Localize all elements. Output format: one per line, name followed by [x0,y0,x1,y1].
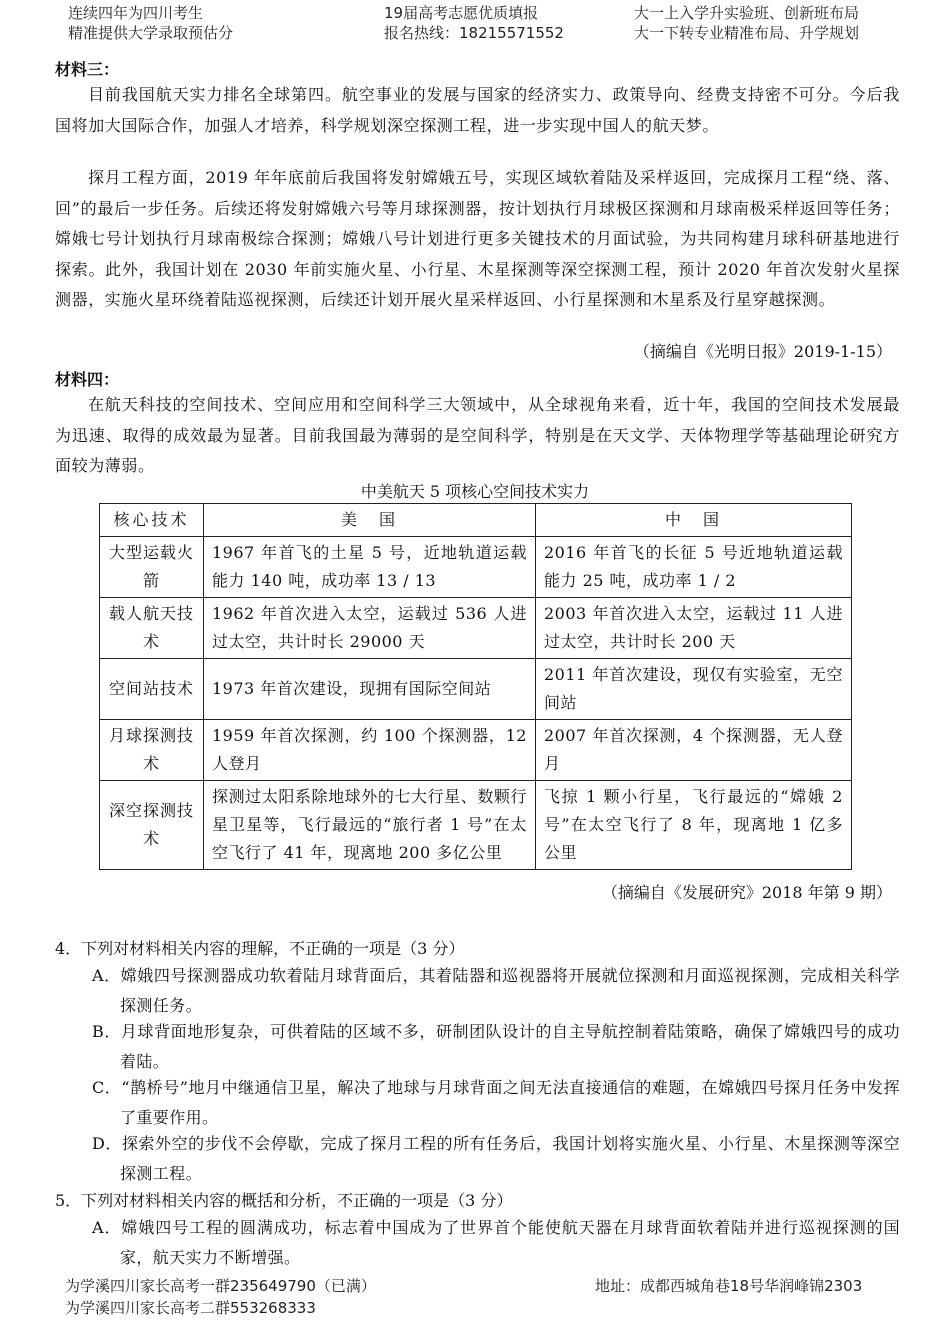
footer-left-line1: 为学溪四川家长高考一群235649790（已满） [65,1277,376,1295]
header-right-line1: 大一上入学升实验班、创新班布局 [634,4,860,22]
header-center-line1: 19届高考志愿优质填报 [384,4,539,22]
question-4-option-b: B．月球背面地形复杂，可供着陆的区域不多，研制团队设计的自主导航控制着陆策略，确保了嫦娥四号的成功着陆。 [92,1022,900,1071]
table-cell-cn: 飞掠 1 颗小行星，飞行最远的“嫦娥 2 号”在太空飞行了 8 年，现离地 1 亿多公里 [536,781,852,870]
header-left-line1: 连续四年为四川考生 [68,4,204,22]
header-left-line2: 精准提供大学录取预估分 [68,24,234,42]
material3-para1: 目前我国航天实力排名全球第四。航空事业的发展与国家的经济实力、政策导向、经费支持密不可分。今后我国将加大国际合作，加强人才培养，科学规划深空探测工程，进一步实现中国人的航天梦。 [55,85,900,135]
table-caption: 中美航天 5 项核心空间技术实力 [360,482,590,501]
question-4-stem: 4．下列对材料相关内容的理解，不正确的一项是（3 分） [55,939,465,958]
table-cell-tech: 月球探测技术 [100,720,204,781]
footer-left-line2: 为学溪四川家长高考二群553268333 [65,1299,316,1317]
table-cell-tech: 载人航天技术 [100,598,204,659]
table-row [100,537,852,598]
question-5-stem: 5．下列对材料相关内容的概括和分析，不正确的一项是（3 分） [55,1191,513,1210]
table-header-us: 美 国 [204,504,536,537]
material4-heading: 材料四： [55,370,120,389]
table-cell-cn: 2003 年首次进入太空，运载过 11 人进过太空，共计时长 200 天 [536,598,852,659]
footer-right-line1: 地址：成都西城角巷18号华润峰锦2303 [595,1277,863,1295]
header-right-line2: 大一下转专业精准布局、升学规划 [634,24,860,42]
table-row [100,720,852,781]
question-4-option-a: A．嫦娥四号探测器成功软着陆月球背面后，其着陆器和巡视器将开展就位探测和月面巡视探测，完成相关科学探测任务。 [92,966,900,1015]
table-cell-us: 1973 年首次建设，现拥有国际空间站 [204,659,536,720]
material3-source: （摘编自《光明日报》2019-1-15） [633,342,892,361]
table-header-cn: 中 国 [536,504,852,537]
material4-source: （摘编自《发展研究》2018 年第 9 期） [601,883,892,902]
table-row [100,598,852,659]
header-center-line2: 报名热线：18215571552 [384,24,564,42]
table-cell-us: 1967 年首飞的土星 5 号，近地轨道运载能力 140 吨，成功率 13 / 13 [204,537,536,598]
question-4-option-c: C．“鹊桥号”地月中继通信卫星，解决了地球与月球背面之间无法直接通信的难题，在嫦娥四号探月任务中发挥了重要作用。 [92,1078,900,1127]
header-right [634,3,859,43]
material4-para1: 在航天科技的空间技术、空间应用和空间科学三大领域中，从全球视角来看，近十年，我国的空间技术发展最为迅速、取得的成效最为显著。目前我国最为薄弱的是空间科学，特别是在天文学、天体物理学等基础理论研究方面较为薄弱。 [55,395,900,475]
question-4-option-d: D．探索外空的步伐不会停歇，完成了探月工程的所有任务后，我国计划将实施火星、小行星、木星探测等深空探测工程。 [92,1134,900,1183]
header-center [384,3,564,43]
header-left [68,3,233,43]
material3-heading: 材料三： [55,60,120,79]
table-cell-tech: 大型运载火箭 [100,537,204,598]
material3-para2: 探月工程方面，2019 年年底前后我国将发射嫦娥五号，实现区域软着陆及采样返回，完成探月工程“绕、落、回”的最后一步任务。后续还将发射嫦娥六号等月球探测器，按计划执行月球极区探测和月球南极采样返回等任务；嫦娥七号计划执行月球南极综合探测；嫦娥八号计划进行更多关键技术的月面试验，为共同构建月球科研基地进行探索。此外，我国计划在 2030 年前实施火星、小行星、木星探测等深空探测工程，预计 2020 年首次发射火星探测器，实施火星环绕着陆巡视探测，后续还计划开展火星采样返回、小行星探测和木星系及行星穿越探测。 [55,168,900,309]
table-cell-cn: 2011 年首次建设，现仅有实验室，无空间站 [536,659,852,720]
table-row [100,659,852,720]
table-cell-tech: 空间站技术 [100,659,204,720]
table-cell-us: 1962 年首次进入太空，运载过 536 人进过太空，共计时长 29000 天 [204,598,536,659]
table-cell-tech: 深空探测技术 [100,781,204,870]
table-cell-cn: 2007 年首次探测，4 个探测器，无人登月 [536,720,852,781]
table-cell-us: 1959 年首次探测，约 100 个探测器，12 人登月 [204,720,536,781]
table-header-tech: 核心技术 [100,504,204,537]
table-row [100,781,852,870]
table-cell-us: 探测过太阳系除地球外的七大行星、数颗行星卫星等，飞行最远的“旅行者 1 号”在太空飞行了 41 年，现离地 200 多亿公里 [204,781,536,870]
tech-comparison-table [99,503,852,870]
table-header-row [100,504,852,537]
question-5-option-a: A．嫦娥四号工程的圆满成功，标志着中国成为了世界首个能使航天器在月球背面软着陆并进行巡视探测的国家，航天实力不断增强。 [92,1218,900,1267]
table-cell-cn: 2016 年首飞的长征 5 号近地轨道运载能力 25 吨，成功率 1 / 2 [536,537,852,598]
